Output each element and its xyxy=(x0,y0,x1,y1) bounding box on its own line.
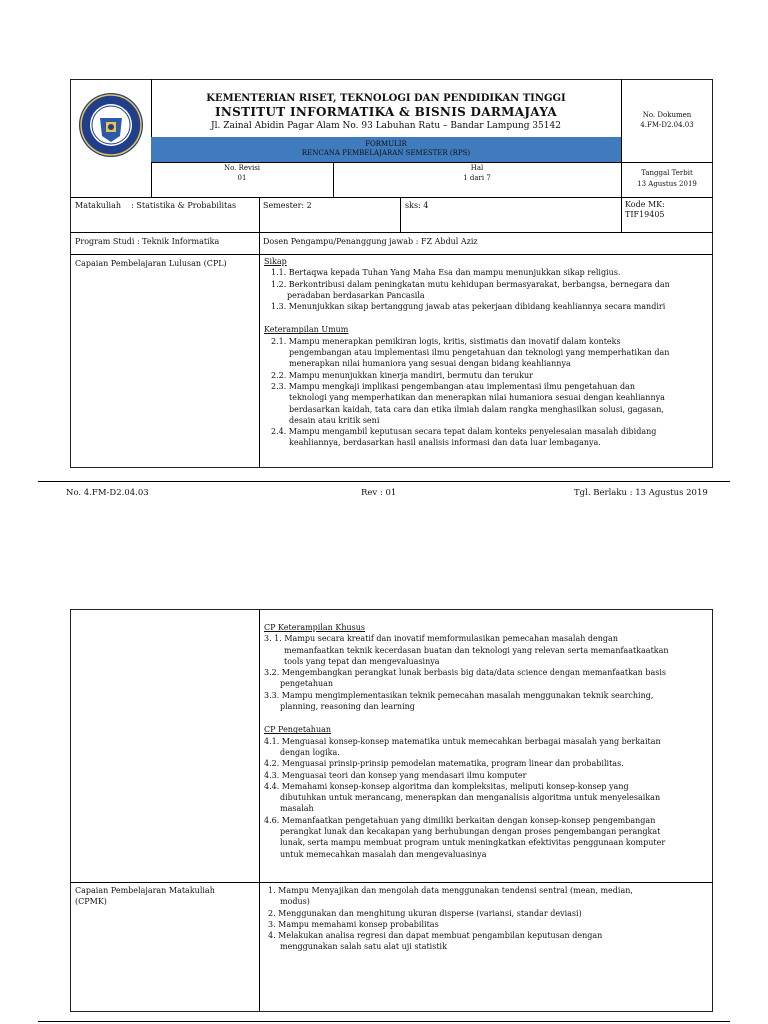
footer-rule xyxy=(38,481,730,482)
doc-number-value: 4.FM-D2.04.03 xyxy=(640,121,694,129)
list-item: pengembangan atau implementasi ilmu pengetahuan dan teknologi yang memperhatikan dan xyxy=(289,348,670,358)
list-item: berdasarkan kaidah, tata cara dan etika ilmiah dalam rangka menghasilkan solusi, gagasan, xyxy=(289,404,664,414)
list-item: masalah xyxy=(280,804,314,814)
institute-logo-icon xyxy=(78,92,144,158)
lecturer: Dosen Pengampu/Penanggung jawab : FZ Abdul Aziz xyxy=(263,237,478,246)
list-item: desain atau kritik seni xyxy=(289,415,380,425)
list-item: 3. 1. Mampu secara kreatif dan inovatif memformulasikan pemecahan masalah dengan xyxy=(264,634,618,644)
cp-pengetahuan-list xyxy=(264,736,669,860)
cpl-content xyxy=(264,256,670,449)
list-item: 1. Mampu Menyajikan dan mengolah data menggunakan tendensi sentral (mean, median, xyxy=(268,886,633,895)
form-title: RENCANA PEMBELAJARAN SEMESTER (RPS) xyxy=(301,149,471,157)
footer-revision: Rev : 01 xyxy=(361,488,397,498)
ministry-title: KEMENTERIAN RISET, TEKNOLOGI DAN PENDIDIKAN TINGGI xyxy=(206,93,566,104)
list-item: dengan logika. xyxy=(280,747,340,757)
footer-effective-date: Tgl. Berlaku : 13 Agustus 2019 xyxy=(574,488,708,498)
list-item: 4.2. Menguasai prinsip-prinsip pemodelan matematika, program linear dan probabilitas. xyxy=(264,759,624,769)
list-item: lunak, serta mampu membuat program untuk meningkatkan efektivitas penggunaan komputer xyxy=(280,838,666,848)
page2-footer-rule xyxy=(38,1021,730,1022)
list-item: 4.4. Memahami konsep-konsep algoritma dan kompleksitas, meliputi konsep-konsep yang xyxy=(264,781,629,791)
list-item: 2. Menggunakan dan menghitung ukuran disperse (variansi, standar deviasi) xyxy=(268,908,582,918)
course-code-value: TIF19405 xyxy=(625,210,665,219)
list-item: modus) xyxy=(280,897,310,907)
keterampilan-umum-list xyxy=(264,336,670,449)
page-value: 1 dari 7 xyxy=(463,174,491,182)
study-program: Program Studi : Teknik Informatika xyxy=(75,237,220,246)
issue-date-value: 13 Agustus 2019 xyxy=(637,180,697,188)
course-code-label: Kode MK: xyxy=(625,200,665,209)
list-item: 2.1. Mampu menerapkan pemikiran logis, kritis, sistimatis dan inovatif dalam konteks xyxy=(271,336,621,346)
list-item: dibutuhkan untuk merancang, menerapkan dan menganalisis algoritma untuk menyelesaikan xyxy=(280,793,661,803)
cpmk-label-text: Capaian Pembelajaran Matakuliah (CPMK) xyxy=(75,886,215,907)
course-name: Matakuliah : Statistika & Probabilitas xyxy=(75,201,237,210)
list-item: 3.3. Mampu mengimplementasikan teknik pemecahan masalah menggunakan teknik searching, xyxy=(264,690,654,700)
list-item: pengetahuan xyxy=(280,679,334,689)
institute-title: INSTITUT INFORMATIKA & BISNIS DARMAJAYA xyxy=(214,105,558,119)
list-item: menerapkan nilai humaniora yang sesuai dengan bidang keahliannya xyxy=(289,359,571,369)
list-item: peradaban berdasarkan Pancasila xyxy=(287,290,425,300)
cp-keterampilan-khusus-list xyxy=(264,633,669,712)
keterampilan-umum-title: Keterampilan Umum xyxy=(264,325,349,335)
list-item: untuk memecahkan masalah dan mengevaluasinya xyxy=(280,849,487,859)
list-item: 4.3. Menguasai teori dan konsep yang mendasari ilmu komputer xyxy=(264,770,527,780)
cpl-label: Capaian Pembelajaran Lulusan (CPL) xyxy=(75,259,227,268)
list-item: perangkat lunak dan kecakapan yang berhubungan dengan proses pengembangan perangkat xyxy=(280,827,661,837)
list-item: 1.1. Bertaqwa kepada Tuhan Yang Maha Esa dan mampu menunjukkan sikap religius. xyxy=(271,268,621,278)
list-item: 2.3. Mampu mengkaji implikasi pengembangan atau implementasi ilmu pengetahuan dan xyxy=(271,381,635,391)
cp-pengetahuan-title: CP Pengetahuan xyxy=(264,725,332,735)
footer-doc-number: No. 4.FM-D2.04.03 xyxy=(66,488,149,498)
credits: sks: 4 xyxy=(405,201,429,210)
cp-keterampilan-khusus-title: CP Keterampilan Khusus xyxy=(264,623,366,632)
revision-value: 01 xyxy=(237,174,247,182)
sikap-title: Sikap xyxy=(264,257,287,266)
list-item: memanfaatkan teknik kecerdasan buatan dan teknologi yang relevan serta memanfaatkaatkan xyxy=(284,645,669,655)
list-item: 3. Mampu memahami konsep probabilitas xyxy=(268,919,439,929)
list-item: 4.6. Memanfaatkan pengetahuan yang dimiliki berkaitan dengan konsep-konsep pengembangan xyxy=(264,815,656,825)
list-item: 4. Melakukan analisa regresi dan dapat membuat pengambilan keputusan dengan xyxy=(268,931,603,941)
list-item: teknologi yang memperhatikan dan menerapkan nilai humaniora sesuai dengan keahliannya xyxy=(289,393,665,403)
page2-content xyxy=(264,622,669,860)
issue-date-label: Tanggal Terbit xyxy=(641,169,693,177)
page-label: Hal xyxy=(470,164,484,172)
sikap-list xyxy=(264,267,670,312)
doc-number-label: No. Dokumen xyxy=(642,111,692,119)
list-item: 2.4. Mampu mengambil keputusan secara tepat dalam konteks penyelesaian masalah dibidang xyxy=(271,427,657,437)
list-item: 4.1. Menguasai konsep-konsep matematika untuk memecahkan berbagai masalah yang berkaitan xyxy=(264,736,661,746)
semester: Semester: 2 xyxy=(263,201,312,210)
list-item: tools yang tepat dan mengevaluasinya xyxy=(284,656,440,666)
cpmk-label xyxy=(75,885,225,908)
revision-label: No. Revisi xyxy=(223,164,261,172)
list-item: keahliannya, berdasarkan hasil analisis informasi dan data luar lembaganya. xyxy=(289,438,601,448)
list-item: 3.2. Mengembangkan perangkat lunak berbasis big data/data science dengan memanfaatkan basis xyxy=(264,668,667,678)
list-item: 2.2. Mampu menunjukkan kinerja mandiri, bermutu dan terukur xyxy=(271,370,533,380)
list-item: 1.2. Berkontribusi dalam peningkatan mutu kehidupan bermasyarakat, berbangsa, bernegara dan xyxy=(271,279,670,289)
list-item: 1.3. Menunjukkan sikap bertanggung jawab atas pekerjaan dibidang keahliannya secara mandiri xyxy=(271,302,666,312)
cpmk-list xyxy=(268,885,633,953)
list-item: planning, reasoning dan learning xyxy=(280,702,415,712)
institute-address: Jl. Zainal Abidin Pagar Alam No. 93 Labuhan Ratu – Bandar Lampung 35142 xyxy=(211,121,561,131)
list-item: menggunakan salah satu alat uji statistik xyxy=(280,942,447,952)
form-label: FORMULIR xyxy=(365,140,407,148)
